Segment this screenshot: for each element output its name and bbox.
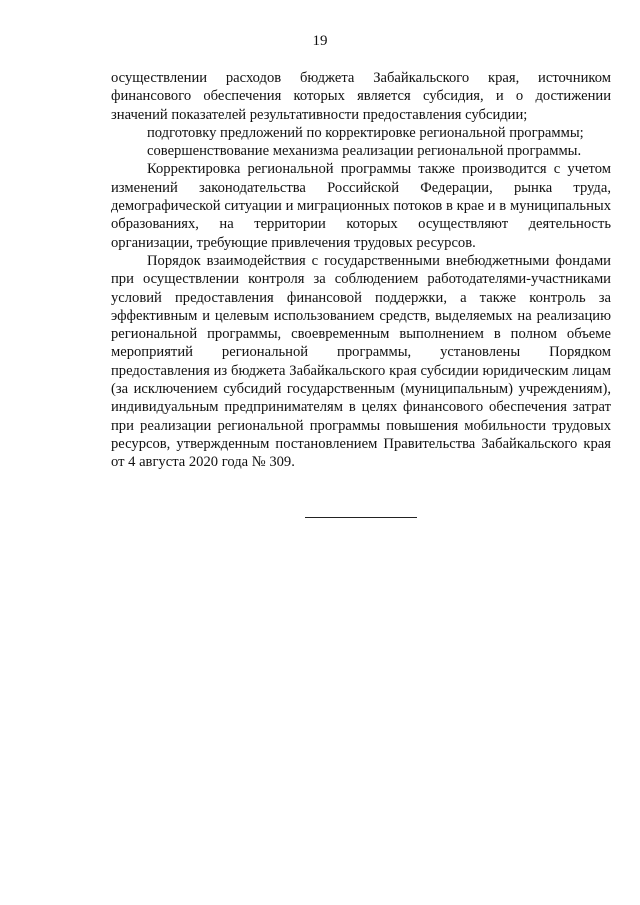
document-body xyxy=(111,69,611,472)
paragraph-item-proposals: подготовку предложений по корректировке региональной программы; xyxy=(147,124,584,141)
page-number: 19 xyxy=(312,33,328,49)
paragraph-continuation: осуществлении расходов бюджета Забайкальского края, источником финансового обеспечения которых является субсидия, и о достижении значений показателей результативности предоставления субсидии; xyxy=(111,70,611,123)
closing-divider-line xyxy=(305,517,417,518)
paragraph-correction: Корректировка региональной программы также производится с учетом изменений законодательства Российской Федерации, рынка труда, демографической ситуации и миграционных потоков в крае и в муниципальных образованиях, на территории которых осуществляют деятельность организации, требующие привлечения трудовых ресурсов. xyxy=(111,161,611,251)
paragraph-procedure: Порядок взаимодействия с государственными внебюджетными фондами при осуществлении контроля за соблюдением работодателями-участниками условий предоставления финансовой поддержки, а также контроль за эффективным и целевым использованием средств, выделяемых на реализацию региональной программы, своевременным выполнением в полном объеме мероприятий региональной программы, установлены Порядком предоставления из бюджета Забайкальского края субсидии юридическим лицам (за исключением субсидий государственным (муниципальным) учреждениям), индивидуальным предпринимателям в целях финансового обеспечения затрат при реализации региональной программы повышения мобильности трудовых ресурсов, утвержденным постановлением Правительства Забайкальского края от 4 августа 2020 года № 309. xyxy=(111,252,611,471)
paragraph-item-improvement: совершенствование механизма реализации региональной программы. xyxy=(147,143,582,160)
